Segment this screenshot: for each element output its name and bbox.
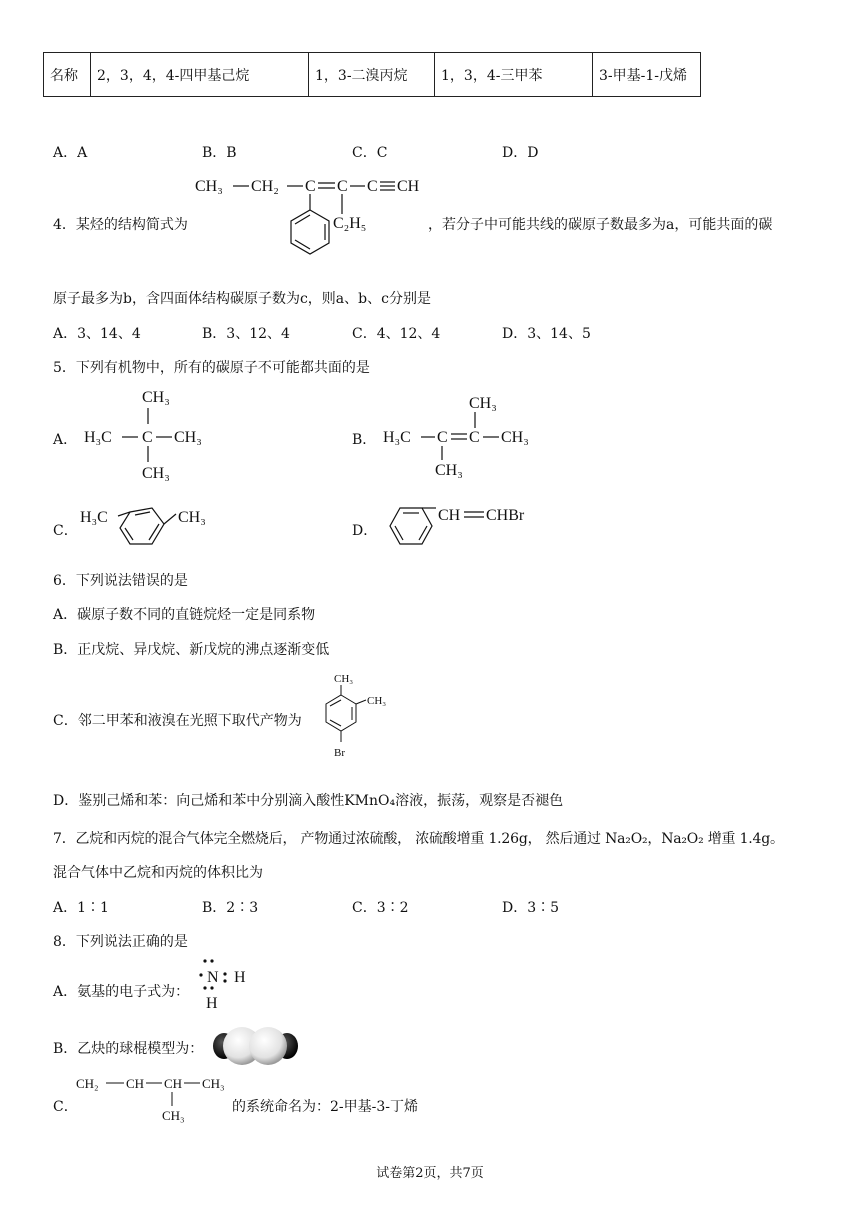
q4-stem-suffix: ，若分子中可能共线的碳原子数最多为a，可能共面的碳 bbox=[428, 217, 773, 233]
q7-option-c: C．3∶2 bbox=[352, 900, 409, 916]
q4-c2h5: C₂H₅ bbox=[333, 215, 367, 232]
q7-stem-line1: 7．乙烷和丙烷的混合气体完全燃烧后， 产物通过浓硫酸， 浓硫酸增重 1.26g， 然后通过 Na₂O₂，Na₂O₂ 增重 1.4g。 bbox=[53, 831, 784, 847]
q5-stem: 5．下列有机物中，所有的碳原子不可能都共面的是 bbox=[53, 360, 370, 376]
q4-option-b: B．3、12、4 bbox=[202, 326, 290, 342]
svg-text:C: C bbox=[437, 429, 448, 446]
svg-text:CH₃: CH₃ bbox=[334, 673, 354, 685]
q3-option-b: B．B bbox=[202, 145, 237, 161]
q6-stem: 6．下列说法错误的是 bbox=[53, 573, 188, 589]
svg-text:CH: CH bbox=[126, 1076, 145, 1091]
svg-text:C: C bbox=[142, 429, 153, 446]
q6-c-structure bbox=[312, 670, 402, 765]
q5-label-d: D． bbox=[352, 523, 378, 539]
svg-text:N: N bbox=[207, 969, 219, 986]
q8-a-structure bbox=[196, 956, 266, 1016]
q8-option-a: A．氨基的电子式为： bbox=[53, 984, 190, 1000]
svg-text:CH₃: CH₃ bbox=[367, 695, 387, 707]
q7-stem-line2: 混合气体中乙烷和丙烷的体积比为 bbox=[53, 865, 263, 881]
q4-ch3: CH₃ bbox=[195, 178, 223, 195]
svg-text:CH₃: CH₃ bbox=[202, 1076, 225, 1091]
q6-option-d: D．鉴别己烯和苯：向己烯和苯中分别滴入酸性KMnO₄溶液，振荡，观察是否褪色 bbox=[53, 793, 564, 809]
svg-text:Br: Br bbox=[334, 747, 345, 759]
table-cell: 1，3-二溴丙烷 bbox=[309, 53, 435, 97]
q4-stem-prefix: 4．某烃的结构简式为 bbox=[53, 217, 188, 233]
q5-d-structure bbox=[380, 500, 560, 560]
svg-text:H: H bbox=[206, 995, 218, 1012]
svg-text:CH₃: CH₃ bbox=[142, 389, 170, 406]
table-cell: 3-甲基-1-戊烯 bbox=[593, 53, 701, 97]
svg-text:CH₃: CH₃ bbox=[162, 1108, 185, 1123]
svg-text:CH₂: CH₂ bbox=[76, 1076, 99, 1091]
svg-text:H₃C: H₃C bbox=[84, 429, 112, 446]
q8-option-b: B．乙炔的球棍模型为： bbox=[53, 1041, 204, 1057]
svg-text:H: H bbox=[234, 969, 246, 986]
svg-text:CH₃: CH₃ bbox=[174, 429, 202, 446]
ethyne-ball-model bbox=[212, 1025, 302, 1069]
table-cell: 1，3，4-三甲苯 bbox=[435, 53, 593, 97]
q4-c2: C bbox=[337, 178, 348, 195]
svg-text:CH: CH bbox=[438, 507, 461, 524]
svg-text:CH₃: CH₃ bbox=[178, 509, 206, 526]
q3-option-a: A．A bbox=[53, 145, 88, 161]
svg-text:H₃C: H₃C bbox=[383, 429, 411, 446]
q4-structure bbox=[195, 172, 435, 272]
q5-label-a: A． bbox=[53, 432, 78, 448]
svg-text:H₃C: H₃C bbox=[80, 509, 108, 526]
q8-c-structure bbox=[76, 1072, 236, 1127]
q4-ch2: CH₂ bbox=[251, 178, 279, 195]
table-header: 名称 bbox=[44, 53, 91, 97]
q8-c-text: 的系统命名为：2-甲基-3-丁烯 bbox=[232, 1099, 419, 1115]
q4-option-a: A．3、14、4 bbox=[53, 326, 141, 342]
svg-text:CHBr: CHBr bbox=[486, 507, 525, 524]
q6-option-c: C．邻二甲苯和液溴在光照下取代产物为 bbox=[53, 713, 302, 729]
svg-text:CH₃: CH₃ bbox=[142, 465, 170, 482]
name-table bbox=[43, 52, 701, 97]
q8-c-label: C． bbox=[53, 1099, 78, 1115]
table-cell: 2，3，4，4-四甲基己烷 bbox=[91, 53, 309, 97]
q4-ch: CH bbox=[397, 178, 420, 195]
page-footer: 试卷第2页，共7页 bbox=[376, 1166, 484, 1181]
q5-a-structure bbox=[82, 386, 232, 486]
svg-text:CH₃: CH₃ bbox=[435, 462, 463, 479]
q4-c3: C bbox=[367, 178, 378, 195]
q4-stem-line2: 原子最多为b，含四面体结构碳原子数为c，则a、b、c分别是 bbox=[53, 291, 431, 307]
q8-stem: 8．下列说法正确的是 bbox=[53, 934, 188, 950]
q3-option-d: D．D bbox=[502, 145, 539, 161]
q5-c-structure bbox=[80, 500, 230, 560]
svg-text:C: C bbox=[469, 429, 480, 446]
q5-label-b: B． bbox=[352, 432, 377, 448]
q3-option-c: C．C bbox=[352, 145, 388, 161]
q5-label-c: C． bbox=[53, 523, 78, 539]
q4-option-c: C．4、12、4 bbox=[352, 326, 441, 342]
svg-text:CH: CH bbox=[164, 1076, 183, 1091]
q7-option-a: A．1∶1 bbox=[53, 900, 109, 916]
q4-c1: C bbox=[305, 178, 316, 195]
q5-b-structure bbox=[381, 390, 551, 480]
q6-option-a2: A．碳原子数不同的直链烷烃一定是同系物 bbox=[53, 607, 316, 623]
q7-option-b: B．2∶3 bbox=[202, 900, 259, 916]
svg-text:CH₃: CH₃ bbox=[469, 395, 497, 412]
q6-option-b2: B．正戊烷、异戊烷、新戊烷的沸点逐渐变低 bbox=[53, 642, 330, 658]
q4-option-d: D．3、14、5 bbox=[502, 326, 591, 342]
svg-text:CH₃: CH₃ bbox=[501, 429, 529, 446]
q7-option-d: D．3∶5 bbox=[502, 900, 560, 916]
